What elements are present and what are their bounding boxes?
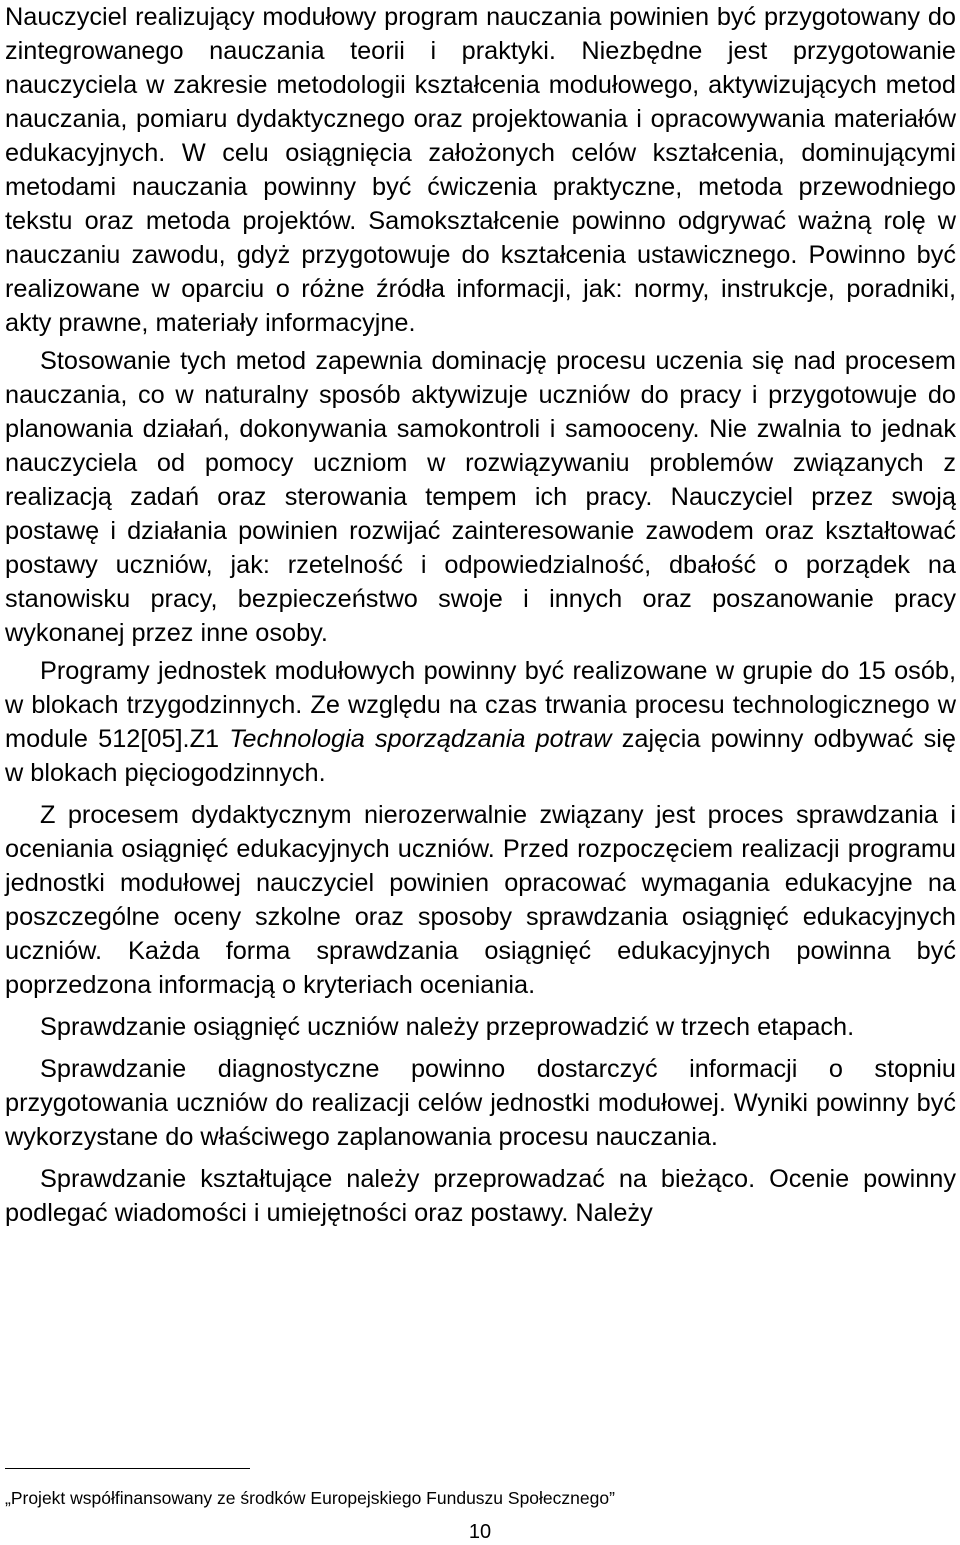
paragraph-3-part-1: Programy jednostek modułowych powinny być realizowane w grupie do 15 osób, w blokach trzygodzinnych. Ze względu na czas trwania procesu technologicznego w module 512[05].Z1: [5, 657, 956, 753]
paragraph-7: Sprawdzanie kształtujące należy przeprowadzać na bieżąco. Ocenie powinny podlegać wiadomości i umiejętności oraz postawy. Należy: [5, 1165, 956, 1227]
module-title-italic: Technologia sporządzania potraw: [229, 725, 612, 753]
paragraph-4: Z procesem dydaktycznym nierozerwalnie związany jest proces sprawdzania i oceniania osiągnięć edukacyjnych uczniów. Przed rozpoczęciem realizacji programu jednostki modułowej nauczyciel powinien opracować wymagania edukacyjne na poszczególne oceny szkolne oraz sposoby sprawdzania osiągnięć edukacyjnych uczniów. Każda forma sprawdzania osiągnięć edukacyjnych powinna być poprzedzona informacją o kryteriach oceniania.: [5, 801, 956, 999]
paragraph-3-part-2: zajęcia powinny odbywać się w blokach pięciogodzinnych.: [5, 725, 956, 787]
paragraph-3: [5, 654, 956, 790]
paragraph-5: Sprawdzanie osiągnięć uczniów należy przeprowadzić w trzech etapach.: [40, 1013, 855, 1041]
footer-note: „Projekt współfinansowany ze środków Europejskiego Funduszu Społecznego”: [5, 1488, 615, 1508]
paragraph-1: Nauczyciel realizujący modułowy program nauczania powinien być przygotowany do zintegrowanego nauczania teorii i praktyki. Niezbędne jest przygotowanie nauczyciela w zakresie metodologii kształcenia modułowego, aktywizujących metod nauczania, pomiaru dydaktycznego oraz projektowania i opracowywania materiałów edukacyjnych. W celu osiągnięcia założonych celów kształcenia, dominującymi metodami nauczania powinny być ćwiczenia praktyczne, metoda przewodniego tekstu oraz metoda projektów. Samokształcenie powinno odgrywać ważną rolę w nauczaniu zawodu, gdyż przygotowuje do kształcenia ustawicznego. Powinno być realizowane w oparciu o różne źródła informacji, jak: normy, instrukcje, poradniki, akty prawne, materiały informacyjne.: [5, 3, 956, 337]
page-number: 10: [468, 1521, 492, 1543]
paragraph-6: Sprawdzanie diagnostyczne powinno dostarczyć informacji o stopniu przygotowania uczniów do realizacji celów jednostki modułowej. Wyniki powinny być wykorzystane do właściwego zaplanowania procesu nauczania.: [5, 1055, 956, 1151]
body-text: [5, 0, 956, 1230]
footnote-separator: [5, 1468, 250, 1469]
paragraph-2: Stosowanie tych metod zapewnia dominację procesu uczenia się nad procesem nauczania, co w naturalny sposób aktywizuje uczniów do pracy i przygotowuje do planowania działań, dokonywania samokontroli i samooceny. Nie zwalnia to jednak nauczyciela od pomocy uczniom w rozwiązywaniu problemów związanych z realizacją zadań oraz sterowania tempem ich pracy. Nauczyciel przez swoją postawę i działania powinien rozwijać zainteresowanie zawodem oraz kształtować postawy uczniów, jak: rzetelność i odpowiedzialność, dbałość o porządek na stanowisku pracy, bezpieczeństwo swoje i innych oraz poszanowanie pracy wykonanej przez inne osoby.: [5, 347, 956, 647]
